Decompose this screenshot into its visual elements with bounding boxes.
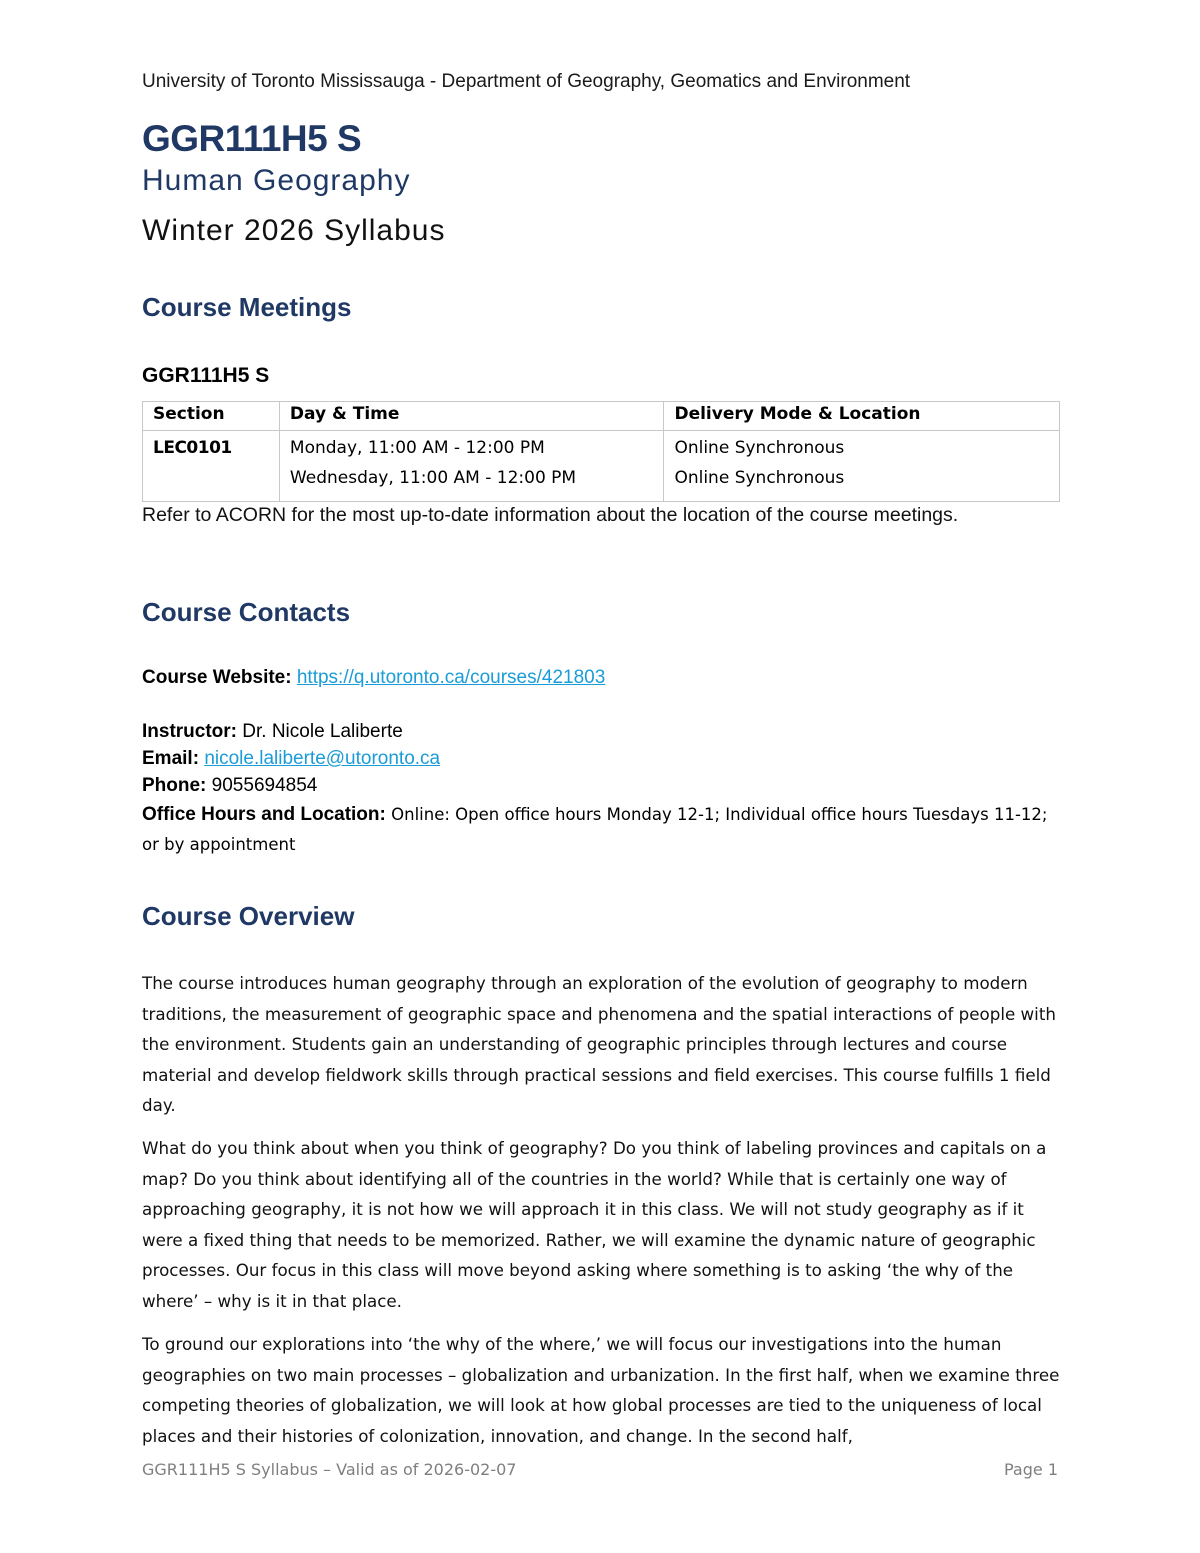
overview-paragraph-3: To ground our explorations into ‘the why of the where,’ we will focus our investigations into the human geographies on two main processes – globalization and urbanization. In the first half, when we examine three competing theories of globalization, we will look at how global processes are tied to the uniqueness of local places and their histories of colonization, innovation, and change. In the second half, [142, 1334, 1060, 1446]
table-header-row [143, 402, 1060, 431]
phone-line [142, 775, 317, 797]
instructor-label: Instructor: [142, 721, 237, 742]
delivery-mode-cell [664, 431, 1060, 502]
meetings-course-code: GGR111H5 S [142, 364, 270, 387]
instructor-name: Dr. Nicole Laliberte [242, 721, 403, 742]
acorn-note: Refer to ACORN for the most up-to-date information about the location of the course meetings. [142, 504, 959, 526]
university-department-line: University of Toronto Mississauga - Department of Geography, Geomatics and Environment [142, 71, 911, 92]
email-link[interactable]: nicole.laliberte@utoronto.ca [204, 748, 441, 769]
course-code-title: GGR111H5 S [142, 118, 362, 159]
footer-page-number: Page 1 [1004, 1460, 1058, 1479]
term-syllabus-line: Winter 2026 Syllabus [142, 214, 446, 247]
office-hours-label: Office Hours and Location: [142, 804, 386, 825]
column-header-delivery-mode: Delivery Mode & Location [664, 402, 1060, 431]
column-header-section: Section [143, 402, 280, 431]
email-label: Email: [142, 748, 200, 769]
footer-syllabus-validity: GGR111H5 S Syllabus – Valid as of 2026-02-07 [142, 1460, 517, 1479]
section-cell: LEC0101 [143, 431, 280, 502]
meeting-time: Wednesday, 11:00 AM - 12:00 PM [289, 468, 577, 488]
delivery-mode: Online Synchronous [674, 438, 845, 458]
day-time-cell [279, 431, 664, 502]
course-meetings-table [142, 401, 1060, 502]
office-hours-line [142, 800, 1060, 860]
office-hours-value: Online: Open office hours Monday 12-1; Individual office hours Tuesdays 11-12; or by appointment [142, 805, 1048, 854]
course-website-line [142, 667, 605, 689]
column-header-day-time: Day & Time [279, 402, 664, 431]
phone-label: Phone: [142, 775, 207, 796]
course-website-label: Course Website: [142, 667, 292, 688]
course-website-link[interactable]: https://q.utoronto.ca/courses/421803 [296, 667, 606, 688]
overview-paragraph-1: The course introduces human geography through an exploration of the evolution of geography to modern traditions, the measurement of geographic space and phenomena and the spatial interactions of people with the environment. Students gain an understanding of geographic principles through lectures and course material and develop fieldwork skills through practical sessions and field exercises. This course fulfills 1 field day. [142, 973, 1056, 1115]
overview-paragraph-2: What do you think about when you think of geography? Do you think of labeling provinces and capitals on a map? Do you think about identifying all of the countries in the world? While that is certainly one way of approaching geography, it is not how we will approach it in this class. We will not study geography as if it were a fixed thing that needs to be memorized. Rather, we will examine the dynamic nature of geographic processes. Our focus in this class will move beyond asking where something is to asking ‘the why of the where’ – why is it in that place. [142, 1138, 1047, 1311]
phone-number: 9055694854 [211, 775, 318, 796]
delivery-mode: Online Synchronous [674, 468, 845, 488]
email-line [142, 748, 440, 770]
meeting-time: Monday, 11:00 AM - 12:00 PM [289, 438, 545, 458]
course-contacts-heading: Course Contacts [142, 597, 351, 627]
course-name-subtitle: Human Geography [142, 164, 411, 197]
table-row [143, 431, 1060, 502]
instructor-line [142, 721, 403, 743]
course-overview-heading: Course Overview [142, 901, 355, 931]
course-meetings-heading: Course Meetings [142, 292, 352, 322]
